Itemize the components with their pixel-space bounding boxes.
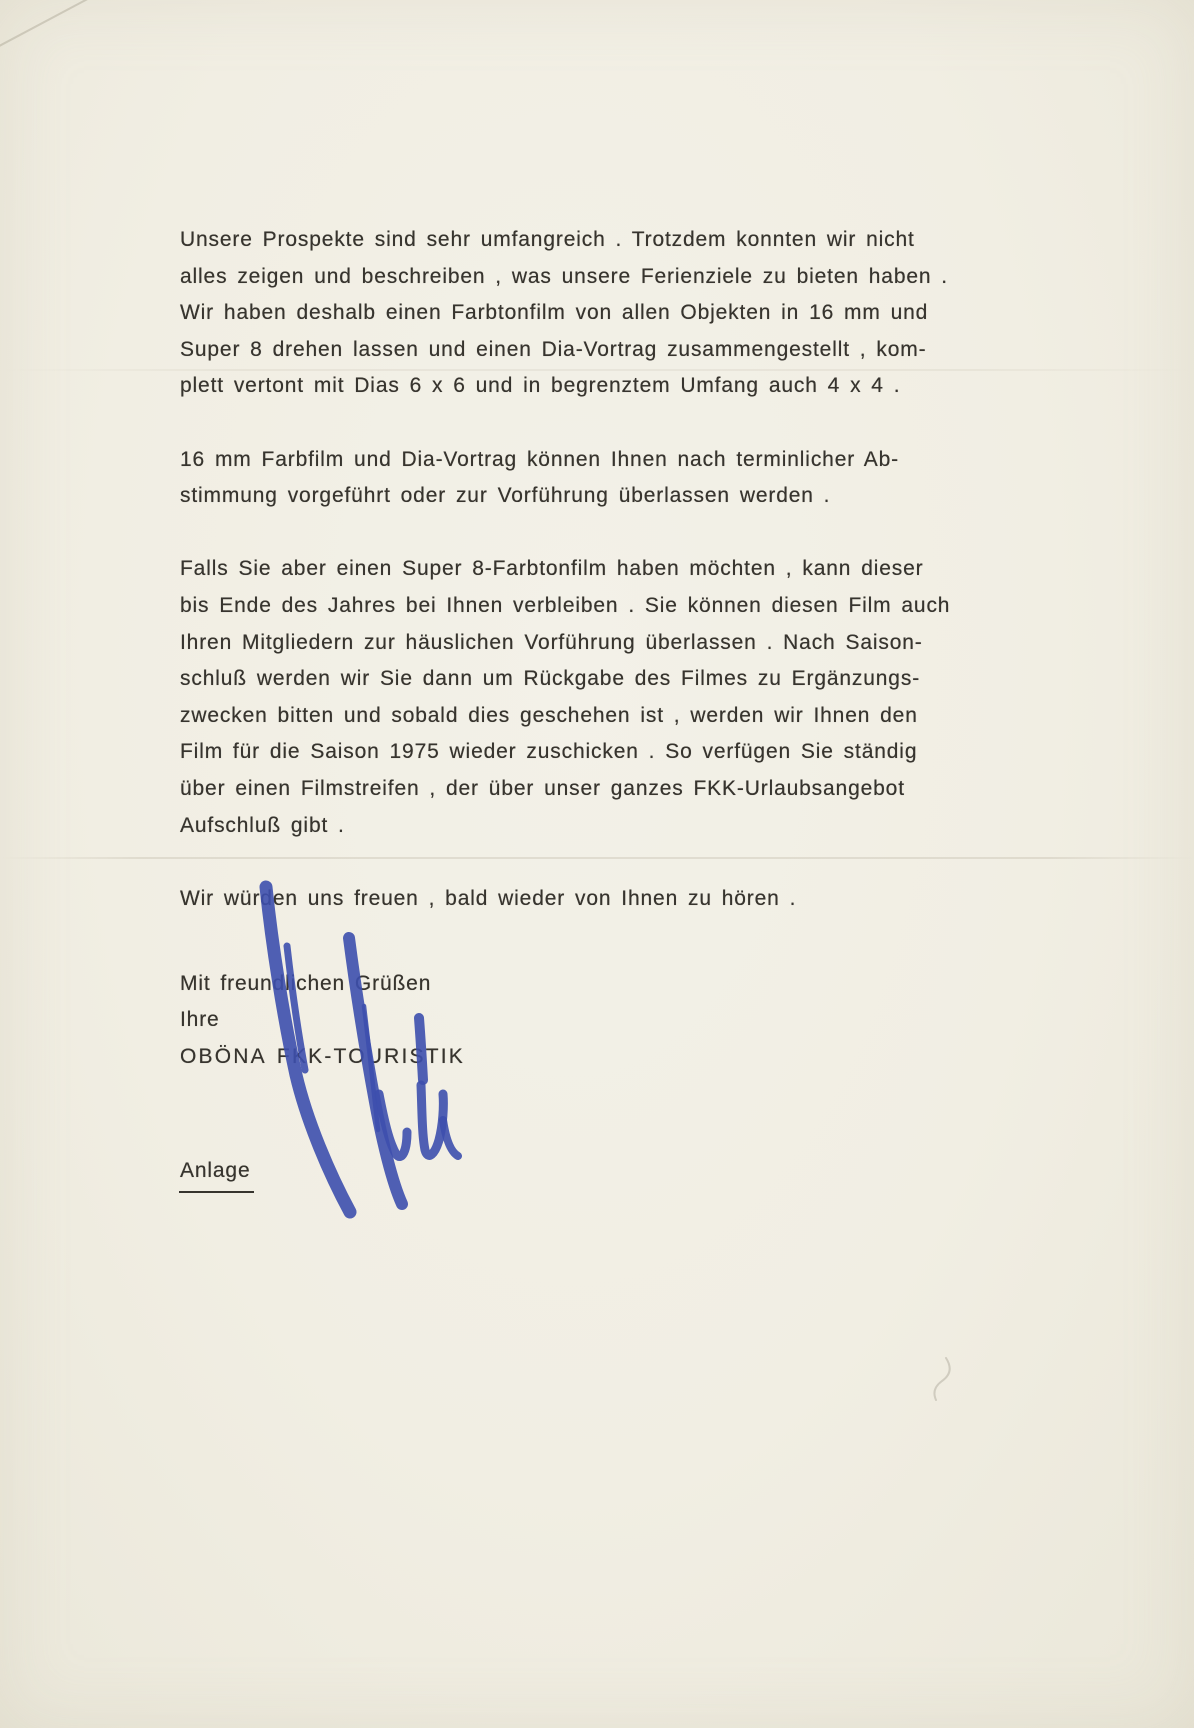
closing-pronoun: Ihre [180, 1008, 220, 1032]
letter-line: bis Ende des Jahres bei Ihnen verbleiben . Sie können diesen Film auch [180, 593, 951, 617]
letter-line: Unsere Prospekte sind sehr umfangreich . Trotzdem konnten wir nicht [180, 228, 915, 251]
paragraph-super8-film [180, 551, 950, 844]
letter-line: Falls Sie aber einen Super 8-Farbtonfilm haben möchten , kann dieser [180, 557, 924, 581]
enclosure-label: Anlage [179, 1153, 254, 1194]
letter-line: Super 8 drehen lassen und einen Dia-Vortrag zusammengestellt , kom- [180, 337, 927, 361]
enclosure-note [180, 1153, 254, 1194]
letter-line: Wir würden uns freuen , bald wieder von Ihnen zu hören . [180, 886, 797, 910]
letter-line: Film für die Saison 1975 wieder zuschicken . So verfügen Sie ständig [180, 740, 918, 764]
letter-line: 16 mm Farbfilm und Dia-Vortrag können Ihnen nach terminlicher Ab- [180, 447, 900, 471]
paragraph-farewell [180, 881, 796, 918]
letter-line: stimmung vorgeführt oder zur Vorführung überlassen werden . [180, 484, 831, 508]
letter-line: über einen Filmstreifen , der über unser ganzes FKK-Urlaubsangebot [180, 776, 905, 800]
letter-line: zwecken bitten und sobald dies geschehen ist , werden wir Ihnen den [180, 703, 918, 727]
company-name: OBÖNA FKK-TOURISTIK [180, 1045, 465, 1069]
letter-line: schluß werden wir Sie dann um Rückgabe des Filmes zu Ergänzungs- [180, 667, 921, 691]
paragraph-16mm-film [180, 442, 899, 515]
letter-line: plett vertont mit Dias 6 x 6 und in begrenztem Umfang auch 4 x 4 . [180, 374, 901, 398]
closing-salutation: Mit freundlichen Grüßen [180, 971, 432, 995]
letter-body [180, 222, 1100, 1193]
signoff-block [180, 966, 465, 1076]
letter-line: alles zeigen und beschreiben , was unsere Ferienziele zu bieten haben . [180, 264, 948, 288]
letter-line: Ihren Mitgliedern zur häuslichen Vorführung überlassen . Nach Saison- [180, 630, 923, 654]
letter-line: Wir haben deshalb einen Farbtonfilm von allen Objekten in 16 mm und [180, 301, 929, 325]
paragraph-films-overview [180, 222, 948, 405]
letter-line: Aufschluß gibt . [180, 813, 345, 837]
paper-corner-scan-artifact [0, 0, 106, 54]
